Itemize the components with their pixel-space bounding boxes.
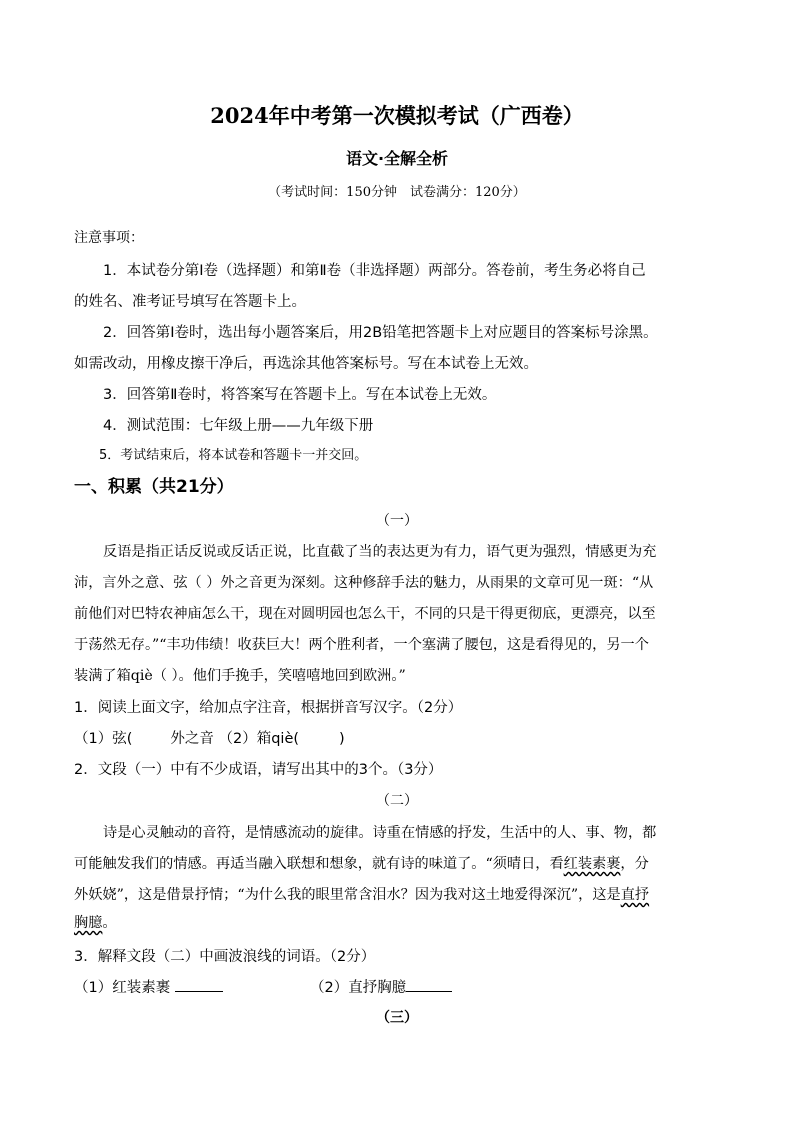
question-3-item-a	[74, 976, 223, 997]
notes-title: 注意事项：	[74, 230, 144, 246]
note-item: 1．本试卷分第Ⅰ卷（选择题）和第Ⅱ卷（非选择题）两部分。答卷前，考生务必将自己	[103, 263, 646, 279]
q3-item-a-label: （1）红装素裹	[74, 980, 171, 996]
passage-line: 反语是指正话反说或反话正说，比直截了当的表达更为有力，语气更为强烈，情感更为充	[103, 544, 657, 560]
part-label: （三）	[376, 1010, 418, 1026]
passage-line: 于荡然无存。”“丰功伟绩！收获巨大！两个胜利者，一个塞满了腰包，这是看得见的，另一个	[74, 637, 649, 653]
note-item: 2．回答第Ⅰ卷时，选出每小题答案后，用2B铅笔把答题卡上对应题目的答案标号涂黑。	[103, 325, 658, 341]
part-label: （一）	[376, 513, 418, 529]
q3-item-b-blank[interactable]	[406, 977, 452, 992]
q1-item-a-prefix: （1）弦(	[74, 731, 133, 747]
question-3-item-b	[310, 976, 452, 997]
note-item: 3．回答第Ⅱ卷时，将答案写在答题卡上。写在本试卷上无效。	[103, 387, 497, 403]
part-label: （二）	[376, 793, 418, 809]
q1-item-b-prefix: （2）箱qiè(	[218, 731, 300, 747]
note-item: 5．考试结束后，将本试卷和答题卡一并交回。	[99, 448, 368, 463]
passage-text: 可能触发我们的情感。再适当融入联想和想象，就有诗的味道了。“须晴日，看	[74, 856, 564, 872]
passage-line: 装满了箱qiè（ ）。他们手挽手，笑嘻嘻地回到欧洲。”	[74, 668, 406, 684]
passage-line: 前他们对巴特农神庙怎么干，现在对圆明园也怎么干，不同的只是干得更彻底，更漂亮，以至	[74, 606, 656, 622]
q3-item-a-blank[interactable]	[175, 977, 223, 992]
q1-item-a-suffix: 外之音	[170, 731, 214, 747]
q1-item-b-suffix: )	[339, 731, 345, 747]
passage-text: ，分	[620, 856, 649, 872]
passage-text: 外妖娆”，这是借景抒情；“为什么我的眼里常含泪水？因为我对这土地爱得深沉”，这是	[74, 887, 621, 903]
question-1-items	[74, 727, 345, 748]
passage-line	[74, 853, 649, 873]
wavy-term-2a: 直抒	[620, 887, 650, 903]
q3-item-b-label: （2）直抒胸臆	[310, 980, 407, 996]
passage-text: 。	[102, 915, 117, 931]
section-heading: 一、积累（共21分）	[74, 477, 234, 497]
question-2: 2．文段（一）中有不少成语，请写出其中的3个。（3分）	[74, 762, 443, 778]
page-subtitle: 语文·全解全析	[345, 149, 449, 168]
question-3: 3．解释文段（二）中画波浪线的词语。（2分）	[74, 949, 376, 965]
note-item: 如需改动，用橡皮擦干净后，再选涂其他答案标号。写在本试卷上无效。	[74, 356, 538, 372]
wavy-term-1: 红装素裹	[563, 856, 621, 872]
passage-line: 沛，言外之意、弦（ ）外之音更为深刻。这种修辞手法的魅力，从雨果的文章可见一斑：“从	[74, 575, 654, 591]
page-title: 2024年中考第一次模拟考试（广西卷）	[210, 103, 584, 128]
exam-info: （考试时间：150分钟 试卷满分：120分）	[268, 185, 526, 200]
question-1: 1．阅读上面文字，给加点字注音，根据拼音写汉字。（2分）	[74, 700, 463, 716]
note-item: 4．测试范围：七年级上册——九年级下册	[103, 418, 374, 434]
note-item: 的姓名、准考证号填写在答题卡上。	[74, 294, 306, 310]
passage-line	[74, 912, 117, 932]
passage-line	[74, 884, 649, 904]
passage-line: 诗是心灵触动的音符，是情感流动的旋律。诗重在情感的抒发，生活中的人、事、物，都	[103, 825, 657, 841]
wavy-term-2b: 胸臆	[74, 915, 103, 931]
